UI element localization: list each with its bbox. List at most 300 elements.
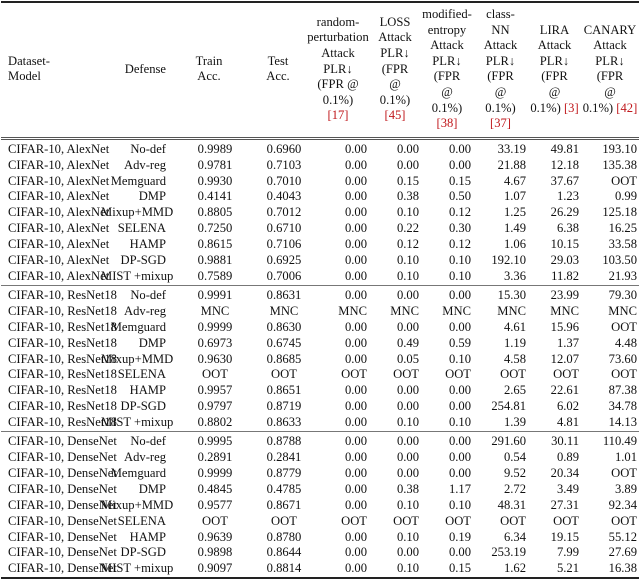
dataset-model-cell: CIFAR-10, ResNet18 <box>8 287 117 302</box>
defense-cell: HAMP <box>129 529 166 544</box>
value-cell: 0.12 <box>448 237 471 252</box>
column-header <box>169 2 249 138</box>
value-cell: 4.61 <box>503 319 526 334</box>
defense-cell: Memguard <box>110 319 166 334</box>
value-cell: 0.15 <box>396 173 419 188</box>
value-cell: OOT <box>553 513 579 528</box>
citation-link[interactable]: [42] <box>616 100 638 115</box>
value-cell: 0.7012 <box>266 205 302 220</box>
header-line: Defense <box>124 61 166 76</box>
value-cell: 10.15 <box>550 237 579 252</box>
value-cell: OOT <box>611 319 637 334</box>
value-cell: 0.00 <box>448 157 471 172</box>
value-cell: 0.00 <box>344 415 367 430</box>
citation-link[interactable]: [38] <box>436 116 458 131</box>
defense-cell: Mixup+MMD <box>101 497 174 512</box>
value-cell: 48.31 <box>497 497 526 512</box>
value-cell: 30.11 <box>551 434 579 449</box>
value-cell: 0.7589 <box>197 269 233 283</box>
value-cell: OOT <box>271 367 297 382</box>
value-cell: 0.9991 <box>197 287 233 302</box>
value-cell: OOT <box>445 513 471 528</box>
header-line: (FPR <box>433 69 461 84</box>
value-cell: 0.7103 <box>266 157 302 172</box>
value-cell: 0.00 <box>344 173 367 188</box>
defense-cell: No-def <box>130 141 166 156</box>
value-cell: 0.8644 <box>266 545 302 560</box>
value-cell: 0.99 <box>614 189 637 204</box>
value-cell: 254.81 <box>491 399 526 414</box>
value-cell: 87.38 <box>608 383 637 398</box>
value-cell: 33.19 <box>497 141 526 156</box>
value-cell: 0.00 <box>344 141 367 156</box>
value-cell: 0.00 <box>344 157 367 172</box>
header-line: Attack <box>483 38 518 53</box>
defense-cell: Mixup+MMD <box>101 351 174 366</box>
defense-cell: DP-SGD <box>120 545 166 560</box>
defense-cell: Memguard <box>110 173 166 188</box>
value-cell: 7.99 <box>556 545 579 560</box>
value-cell: 0.00 <box>344 351 367 366</box>
value-cell: 0.00 <box>344 269 367 283</box>
value-cell: MNC <box>608 303 637 318</box>
header-line: class- <box>486 7 515 21</box>
defense-cell: DMP <box>138 481 166 496</box>
value-cell: 0.00 <box>344 497 367 512</box>
value-cell: 0.00 <box>448 545 471 560</box>
citation-link[interactable]: [45] <box>384 108 406 123</box>
table-row <box>1 174 639 190</box>
header-line: PLR↓ <box>539 53 570 68</box>
value-cell: MNC <box>442 303 471 318</box>
header-line: 0.1%) <box>431 100 463 115</box>
value-cell: 73.60 <box>608 351 637 366</box>
defense-cell: No-def <box>130 287 166 302</box>
header-line: entropy <box>427 22 467 37</box>
value-cell: 3.49 <box>556 481 579 496</box>
column-header <box>307 2 369 138</box>
dataset-model-cell: CIFAR-10, AlexNet <box>8 189 110 204</box>
dataset-model-cell: CIFAR-10, ResNet18 <box>8 351 117 366</box>
header-line: LIRA <box>539 22 570 37</box>
value-cell: 0.8814 <box>266 561 302 576</box>
value-cell: 0.38 <box>396 189 419 204</box>
value-cell: 29.03 <box>550 253 579 268</box>
value-cell: 79.30 <box>608 287 637 302</box>
value-cell: 0.00 <box>344 434 367 449</box>
value-cell: 0.10 <box>396 269 419 283</box>
dataset-model-cell: CIFAR-10, DenseNet <box>8 513 117 528</box>
value-cell: 253.19 <box>491 545 526 560</box>
value-cell: MNC <box>269 303 299 318</box>
value-cell: 0.6745 <box>266 335 302 350</box>
header-line: PLR↓ <box>485 53 516 68</box>
header-line: (FPR @ <box>317 77 359 92</box>
defense-cell: Memguard <box>110 465 166 480</box>
value-cell: 0.15 <box>448 173 471 188</box>
defense-cell: MIST +mixup <box>101 561 174 576</box>
column-header <box>528 2 581 138</box>
column-header <box>101 2 169 138</box>
value-cell: OOT <box>445 367 471 382</box>
value-cell: 0.19 <box>448 529 471 544</box>
value-cell: 0.9797 <box>197 399 233 414</box>
header-line: Acc. <box>197 69 221 84</box>
value-cell: OOT <box>611 513 637 528</box>
citation-link[interactable]: [3] <box>563 100 579 115</box>
header-line: PLR↓ <box>380 45 410 60</box>
value-cell: 49.81 <box>550 141 579 156</box>
value-cell: 33.58 <box>608 237 637 252</box>
value-cell: 0.9999 <box>197 319 233 334</box>
defense-cell: No-def <box>130 434 166 449</box>
defense-cell: DMP <box>138 335 166 350</box>
dataset-model-cell: CIFAR-10, AlexNet <box>8 269 110 283</box>
value-cell: 0.00 <box>396 383 419 398</box>
value-cell: 0.05 <box>396 351 419 366</box>
value-cell: 6.38 <box>556 221 579 236</box>
value-cell: 2.65 <box>503 383 526 398</box>
dataset-model-cell: CIFAR-10, AlexNet <box>8 141 110 156</box>
header-line: 0.1%) <box>379 92 411 107</box>
value-cell: 0.00 <box>396 465 419 480</box>
value-cell: 0.4141 <box>197 189 233 204</box>
header-line: Test <box>267 53 289 68</box>
table-row <box>1 304 639 320</box>
column-header <box>1 2 101 138</box>
value-cell: 0.8671 <box>266 497 302 512</box>
header-line: 0.1%) <box>582 100 614 115</box>
dataset-model-cell: CIFAR-10, DenseNet <box>8 545 117 560</box>
value-cell: 0.6710 <box>266 221 302 236</box>
value-cell: 0.59 <box>448 335 471 350</box>
value-cell: 1.17 <box>448 481 471 496</box>
defense-cell: HAMP <box>129 383 166 398</box>
value-cell: 0.8788 <box>266 434 302 449</box>
value-cell: MNC <box>200 303 230 318</box>
table-block <box>1 285 639 431</box>
value-cell: 135.38 <box>602 157 637 172</box>
header-line: Attack <box>430 38 464 53</box>
value-cell: 20.34 <box>550 465 579 480</box>
header-line: @ <box>604 84 616 99</box>
header-line: PLR↓ <box>432 53 462 68</box>
value-cell: 14.13 <box>608 415 637 430</box>
value-cell: 1.06 <box>503 237 526 252</box>
header-line: @ <box>441 84 453 99</box>
table-row <box>1 561 639 578</box>
value-cell: 0.9630 <box>197 351 233 366</box>
table-row <box>1 285 639 303</box>
value-cell: 0.10 <box>396 561 419 576</box>
value-cell: 0.4785 <box>266 481 302 496</box>
value-cell: 34.78 <box>608 399 637 414</box>
defense-cell: Adv-reg <box>124 449 166 464</box>
value-cell: 0.6973 <box>197 335 233 350</box>
header-line: modified- <box>422 7 472 21</box>
header-line: @ <box>389 77 401 92</box>
value-cell: 0.00 <box>344 189 367 204</box>
value-cell: 125.18 <box>602 205 637 220</box>
column-header <box>473 2 528 138</box>
table-row <box>1 545 639 561</box>
value-cell: 0.00 <box>344 383 367 398</box>
table-row <box>1 498 639 514</box>
value-cell: 110.49 <box>602 434 637 449</box>
value-cell: 0.00 <box>344 335 367 350</box>
value-cell: 0.8633 <box>266 415 302 430</box>
table-row <box>1 450 639 466</box>
dataset-model-cell: CIFAR-10, ResNet18 <box>8 335 117 350</box>
value-cell: 0.8630 <box>266 319 302 334</box>
table-row <box>1 221 639 237</box>
value-cell: 0.10 <box>396 415 419 430</box>
value-cell: 0.8780 <box>266 529 302 544</box>
value-cell: OOT <box>611 367 637 382</box>
header-line: LOSS <box>379 14 411 29</box>
value-cell: 0.49 <box>396 335 419 350</box>
value-cell: 0.89 <box>556 449 579 464</box>
value-cell: OOT <box>202 513 228 528</box>
value-cell: 0.8615 <box>197 237 233 252</box>
dataset-model-cell: CIFAR-10, DenseNet <box>8 497 117 512</box>
table-row <box>1 336 639 352</box>
value-cell: 0.00 <box>396 399 419 414</box>
header-line: (FPR <box>487 69 514 84</box>
header-line: (FPR <box>596 69 624 84</box>
table-row <box>1 482 639 498</box>
value-cell: 0.00 <box>396 141 419 156</box>
dataset-model-cell: CIFAR-10, DenseNet <box>8 434 117 449</box>
value-cell: 0.00 <box>448 319 471 334</box>
header-line: (FPR <box>381 61 409 76</box>
header-line: 0.1%) <box>530 100 561 115</box>
value-cell: 0.10 <box>448 415 471 430</box>
value-cell: 0.00 <box>396 319 419 334</box>
value-cell: 0.8685 <box>266 351 302 366</box>
header-line: Attack <box>378 30 412 45</box>
value-cell: 0.8631 <box>266 287 302 302</box>
value-cell: 0.7006 <box>266 269 302 283</box>
value-cell: 3.89 <box>614 481 637 496</box>
value-cell: OOT <box>611 465 637 480</box>
table-row <box>1 189 639 205</box>
value-cell: 0.8805 <box>197 205 233 220</box>
value-cell: 2.72 <box>503 481 526 496</box>
value-cell: 0.00 <box>448 141 471 156</box>
table-row <box>1 399 639 415</box>
value-cell: 23.99 <box>550 287 579 302</box>
defense-cell: MIST +mixup <box>101 415 174 430</box>
value-cell: 11.82 <box>551 269 579 283</box>
value-cell: 0.22 <box>396 221 419 236</box>
value-cell: OOT <box>393 367 419 382</box>
header-line: random- <box>316 14 360 29</box>
value-cell: 6.34 <box>503 529 526 544</box>
value-cell: 0.10 <box>448 269 471 283</box>
value-cell: 0.9781 <box>197 157 233 172</box>
header-line: perturbation <box>307 30 369 45</box>
table-row <box>1 138 639 157</box>
value-cell: 19.15 <box>550 529 579 544</box>
value-cell: 0.10 <box>396 205 419 220</box>
defense-cell: Adv-reg <box>124 303 166 318</box>
header-line: Acc. <box>266 69 290 84</box>
defense-cell: SELENA <box>117 513 166 528</box>
table-block <box>1 138 639 285</box>
defense-cell: HAMP <box>129 237 166 252</box>
dataset-model-cell: CIFAR-10, DenseNet <box>8 465 117 480</box>
value-cell: 0.7010 <box>266 173 302 188</box>
dataset-model-cell: CIFAR-10, DenseNet <box>8 449 117 464</box>
value-cell: 0.00 <box>396 157 419 172</box>
value-cell: OOT <box>341 367 367 382</box>
column-header <box>581 2 639 138</box>
value-cell: 192.10 <box>491 253 526 268</box>
table-row <box>1 158 639 174</box>
value-cell: 0.00 <box>344 465 367 480</box>
value-cell: 103.50 <box>602 253 637 268</box>
value-cell: MNC <box>550 303 579 318</box>
dataset-model-cell: CIFAR-10, DenseNet <box>8 561 117 576</box>
defense-cell: MIST +mixup <box>101 269 174 283</box>
value-cell: 0.00 <box>344 449 367 464</box>
value-cell: 0.15 <box>448 561 471 576</box>
value-cell: 0.50 <box>448 189 471 204</box>
value-cell: 0.00 <box>448 434 471 449</box>
table-row <box>1 514 639 530</box>
value-cell: 0.8779 <box>266 465 302 480</box>
value-cell: 0.7250 <box>197 221 233 236</box>
value-cell: 0.00 <box>448 383 471 398</box>
value-cell: 0.12 <box>396 237 419 252</box>
defense-cell: DP-SGD <box>120 253 166 268</box>
dataset-model-cell: CIFAR-10, ResNet18 <box>8 367 117 382</box>
value-cell: 1.39 <box>503 415 526 430</box>
value-cell: 0.00 <box>344 399 367 414</box>
header-line: NN <box>491 22 510 37</box>
header-line: Dataset- <box>8 53 50 68</box>
header-line: Attack <box>537 38 572 53</box>
defense-cell: SELENA <box>117 367 166 382</box>
table-row <box>1 432 639 450</box>
value-cell: 0.8719 <box>266 399 302 414</box>
value-cell: 0.00 <box>344 205 367 220</box>
value-cell: 0.9639 <box>197 529 233 544</box>
citation-link[interactable]: [17] <box>327 108 349 123</box>
header-line: @ <box>548 84 561 99</box>
value-cell: 4.81 <box>556 415 579 430</box>
column-header <box>249 2 307 138</box>
value-cell: 0.4043 <box>266 189 302 204</box>
value-cell: 6.02 <box>556 399 579 414</box>
defense-cell: DP-SGD <box>120 399 166 414</box>
value-cell: 55.12 <box>608 529 637 544</box>
value-cell: 1.25 <box>503 205 526 220</box>
table-header <box>1 2 639 138</box>
value-cell: 0.00 <box>344 545 367 560</box>
column-header <box>369 2 421 138</box>
value-cell: 1.19 <box>503 335 526 350</box>
value-cell: 0.00 <box>448 399 471 414</box>
value-cell: 37.67 <box>550 173 579 188</box>
value-cell: 0.10 <box>448 497 471 512</box>
value-cell: 0.10 <box>396 253 419 268</box>
value-cell: 0.00 <box>344 287 367 302</box>
value-cell: MNC <box>338 303 367 318</box>
value-cell: 1.01 <box>614 449 637 464</box>
value-cell: 0.00 <box>344 481 367 496</box>
value-cell: 0.8802 <box>197 415 233 430</box>
value-cell: 0.00 <box>396 287 419 302</box>
value-cell: OOT <box>611 173 637 188</box>
header-line: PLR↓ <box>595 53 625 68</box>
value-cell: 5.21 <box>556 561 579 576</box>
value-cell: 193.10 <box>602 141 637 156</box>
value-cell: 0.00 <box>396 545 419 560</box>
value-cell: 0.00 <box>396 434 419 449</box>
value-cell: 27.69 <box>608 545 637 560</box>
header-line: @ <box>494 84 507 99</box>
value-cell: 0.00 <box>448 465 471 480</box>
table-row <box>1 237 639 253</box>
value-cell: 4.48 <box>614 335 637 350</box>
value-cell: 0.10 <box>396 529 419 544</box>
value-cell: OOT <box>271 513 297 528</box>
value-cell: 0.00 <box>448 287 471 302</box>
value-cell: 1.07 <box>503 189 526 204</box>
value-cell: 26.29 <box>550 205 579 220</box>
dataset-model-cell: CIFAR-10, DenseNet <box>8 529 117 544</box>
dataset-model-cell: CIFAR-10, AlexNet <box>8 173 110 188</box>
dataset-model-cell: CIFAR-10, ResNet18 <box>8 319 117 334</box>
value-cell: 0.9989 <box>197 141 233 156</box>
value-cell: 0.30 <box>448 221 471 236</box>
value-cell: 0.00 <box>344 221 367 236</box>
citation-link[interactable]: [37] <box>490 116 511 131</box>
value-cell: 0.10 <box>448 351 471 366</box>
value-cell: 12.18 <box>550 157 579 172</box>
value-cell: 0.9957 <box>197 383 233 398</box>
table-row <box>1 320 639 336</box>
value-cell: 1.23 <box>556 189 579 204</box>
value-cell: 0.38 <box>396 481 419 496</box>
value-cell: 0.9097 <box>197 561 233 576</box>
value-cell: 0.2841 <box>266 449 302 464</box>
table-row <box>1 383 639 399</box>
header-line: (FPR <box>541 69 568 84</box>
value-cell: 0.8651 <box>266 383 302 398</box>
value-cell: 15.30 <box>497 287 526 302</box>
value-cell: 16.25 <box>608 221 637 236</box>
value-cell: OOT <box>341 513 367 528</box>
table-row <box>1 269 639 285</box>
dataset-model-cell: CIFAR-10, DenseNet <box>8 481 117 496</box>
dataset-model-cell: CIFAR-10, AlexNet <box>8 205 110 220</box>
table-block <box>1 432 639 579</box>
table-row <box>1 466 639 482</box>
table-row <box>1 415 639 431</box>
table-row <box>1 367 639 383</box>
value-cell: 0.10 <box>396 497 419 512</box>
value-cell: 92.34 <box>608 497 637 512</box>
dataset-model-cell: CIFAR-10, AlexNet <box>8 221 110 236</box>
value-cell: 0.9577 <box>197 497 233 512</box>
defense-cell: DMP <box>138 189 166 204</box>
header-line: Model <box>8 69 41 84</box>
value-cell: 1.49 <box>503 221 526 236</box>
value-cell: 12.07 <box>550 351 579 366</box>
